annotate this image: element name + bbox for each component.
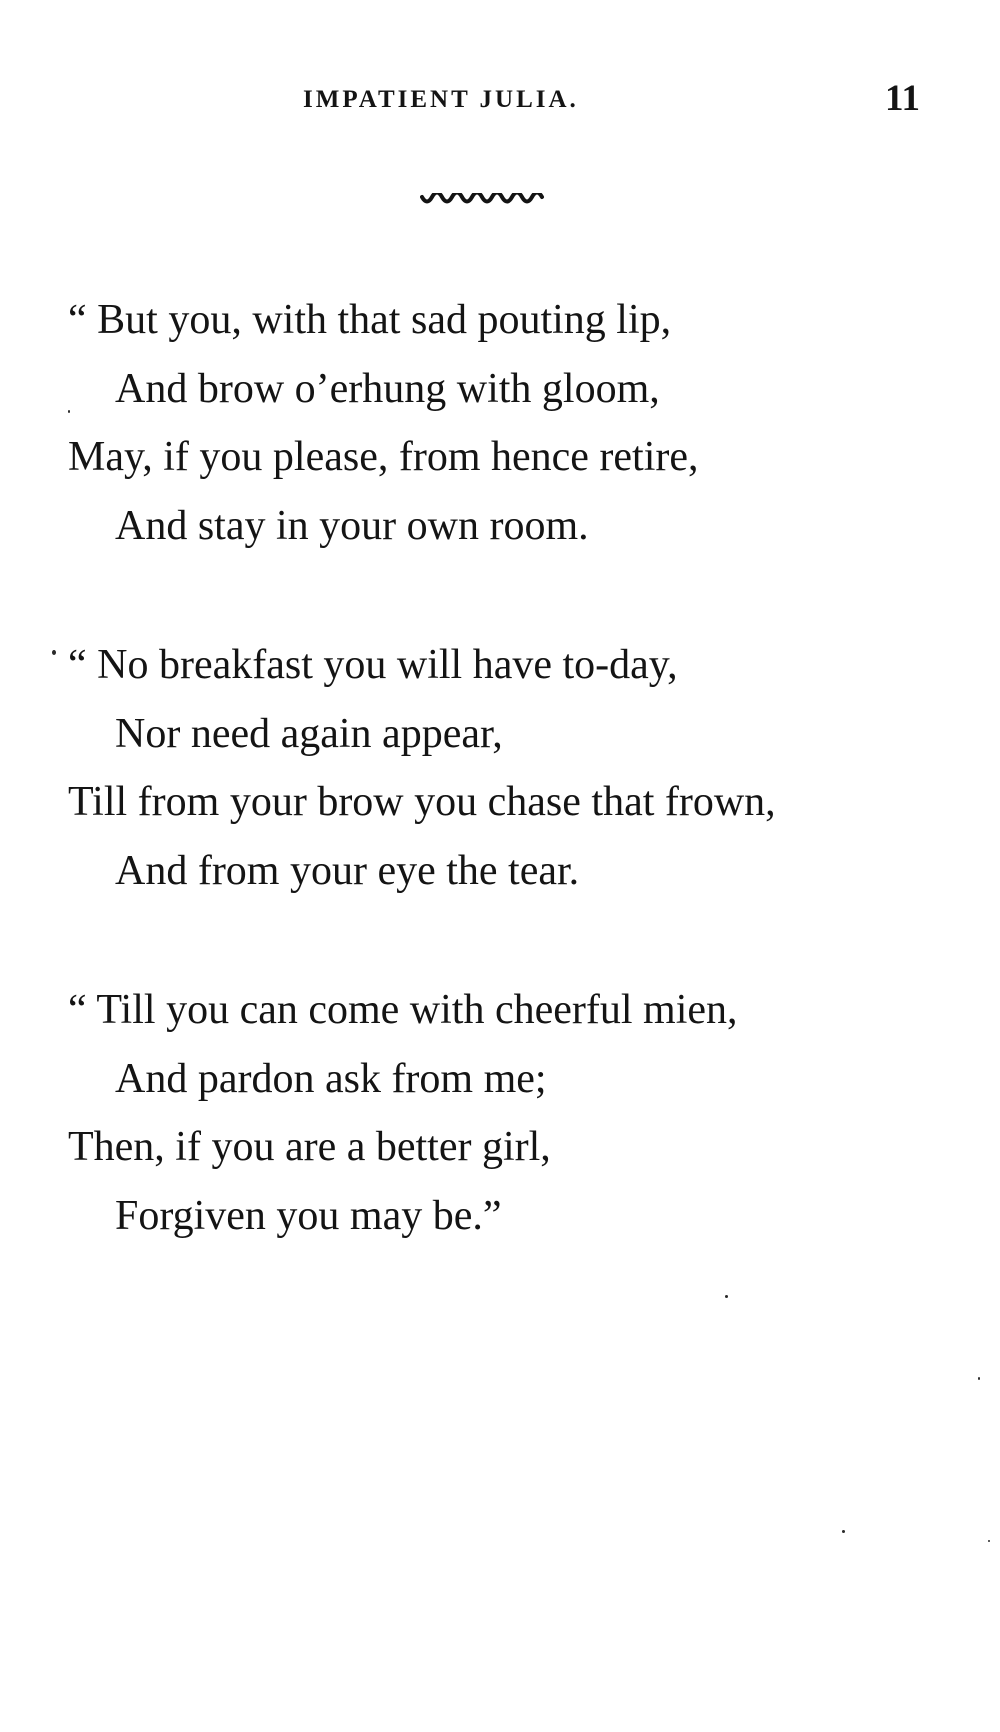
scan-speck	[725, 1295, 728, 1298]
scan-speck	[68, 410, 70, 413]
page-number: 11	[885, 78, 920, 119]
scan-speck	[978, 1377, 980, 1380]
scan-speck	[52, 650, 56, 655]
stanza	[68, 976, 948, 1250]
poem-line: And brow o’erhung with gloom,	[115, 365, 660, 412]
poem-line: And pardon ask from me;	[115, 1055, 547, 1102]
poem-line: Forgiven you may be.”	[115, 1192, 502, 1239]
wavy-rule-ornament	[420, 193, 546, 207]
poem	[68, 286, 948, 1321]
running-title: IMPATIENT JULIA.	[303, 86, 579, 113]
running-head	[0, 78, 1000, 125]
scan-speck	[842, 1530, 845, 1533]
poem-line: Till from your brow you chase that frown,	[68, 779, 776, 825]
poem-line: Nor need again appear,	[115, 710, 503, 757]
poem-line: Then, if you are a better girl,	[68, 1124, 551, 1170]
poem-line: “ Till you can come with cheerful mien,	[68, 987, 738, 1033]
stanza	[68, 631, 948, 905]
poem-line: “ But you, with that sad pouting lip,	[68, 297, 672, 343]
poem-line: And stay in your own room.	[115, 502, 589, 549]
poem-line: May, if you please, from hence retire,	[68, 434, 699, 480]
poem-line: And from your eye the tear.	[115, 847, 580, 894]
poem-line: “ No breakfast you will have to-day,	[68, 642, 678, 688]
scan-speck	[988, 1540, 990, 1542]
stanza	[68, 286, 948, 560]
